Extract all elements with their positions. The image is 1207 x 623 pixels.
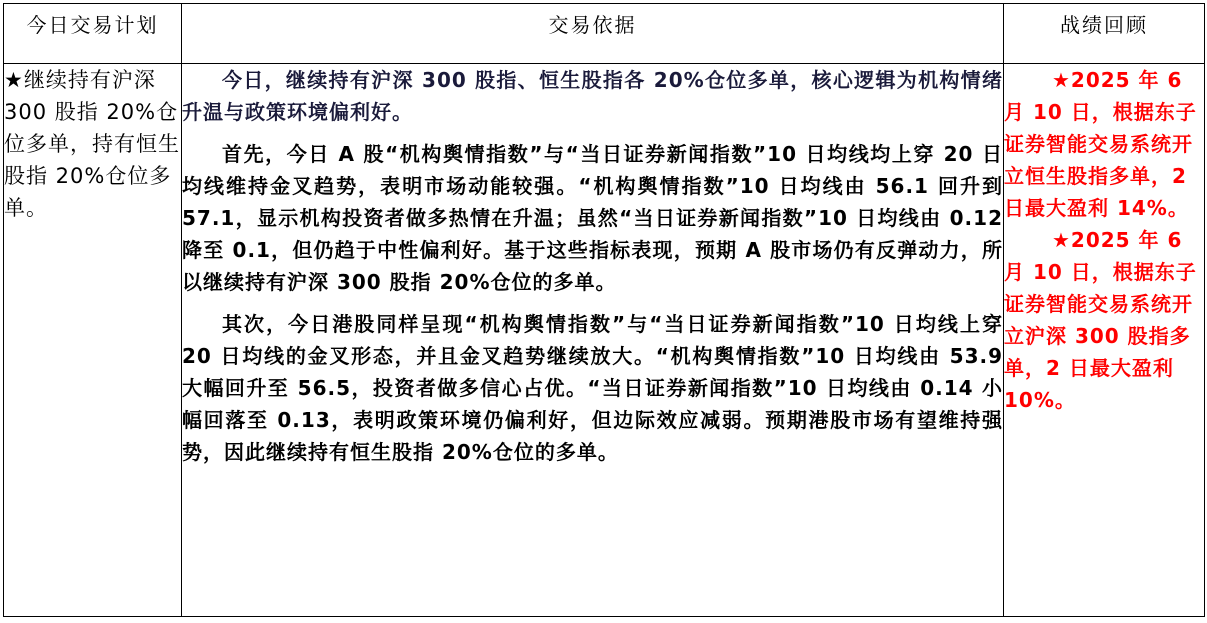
basis-paragraph: 首先，今日 A 股“机构舆情指数”与“当日证券新闻指数”10 日均线均上穿 20 日均线维持金叉趋势，表明市场动能较强。“机构舆情指数”10 日均线由 56.1 回升到 57.1，显示机构投资者做多热情在升温；虽然“当日证券新闻指数”10 日均线由 0.12 降至 0.1，但仍趋于中性偏利好。基于这些指标表现，预期 A 股市场仍有反弹动力，所以继续持有沪深 300 股指 20%仓位的多单。 (182, 142, 1003, 294)
review-cell (1004, 64, 1205, 617)
header-basis: 交易依据 (182, 4, 1004, 64)
header-plan: 今日交易计划 (4, 4, 182, 64)
review-paragraph: ★2025 年 6 月 10 日，根据东子证券智能交易系统开立恒生股指多单，2 日最大盈利 14%。 (1004, 68, 1197, 220)
header-review: 战绩回顾 (1004, 4, 1205, 64)
plan-cell (4, 64, 182, 617)
review-paragraph: ★2025 年 6 月 10 日，根据东子证券智能交易系统开立沪深 300 股指多单，2 日最大盈利 10%。 (1004, 228, 1197, 412)
basis-paragraph: 其次，今日港股同样呈现“机构舆情指数”与“当日证券新闻指数”10 日均线上穿 20 日均线的金叉形态，并且金叉趋势继续放大。“机构舆情指数”10 日均线由 53.9 大幅回升至 56.5，投资者做多信心占优。“当日证券新闻指数”10 日均线由 0.14 小幅回落至 0.13，表明政策环境仍偏利好，但边际效应减弱。预期港股市场有望维持强势，因此继续持有恒生股指 20%仓位的多单。 (182, 312, 1003, 464)
plan-text: ★继续持有沪深 300 股指 20%仓位多单，持有恒生股指 20%仓位多单。 (4, 68, 180, 220)
basis-cell (182, 64, 1004, 617)
trading-plan-table (3, 3, 1205, 617)
header-row (4, 4, 1205, 64)
content-row (4, 64, 1205, 617)
basis-paragraph: 今日，继续持有沪深 300 股指、恒生股指各 20%仓位多单，核心逻辑为机构情绪升温与政策环境偏利好。 (182, 68, 1003, 124)
